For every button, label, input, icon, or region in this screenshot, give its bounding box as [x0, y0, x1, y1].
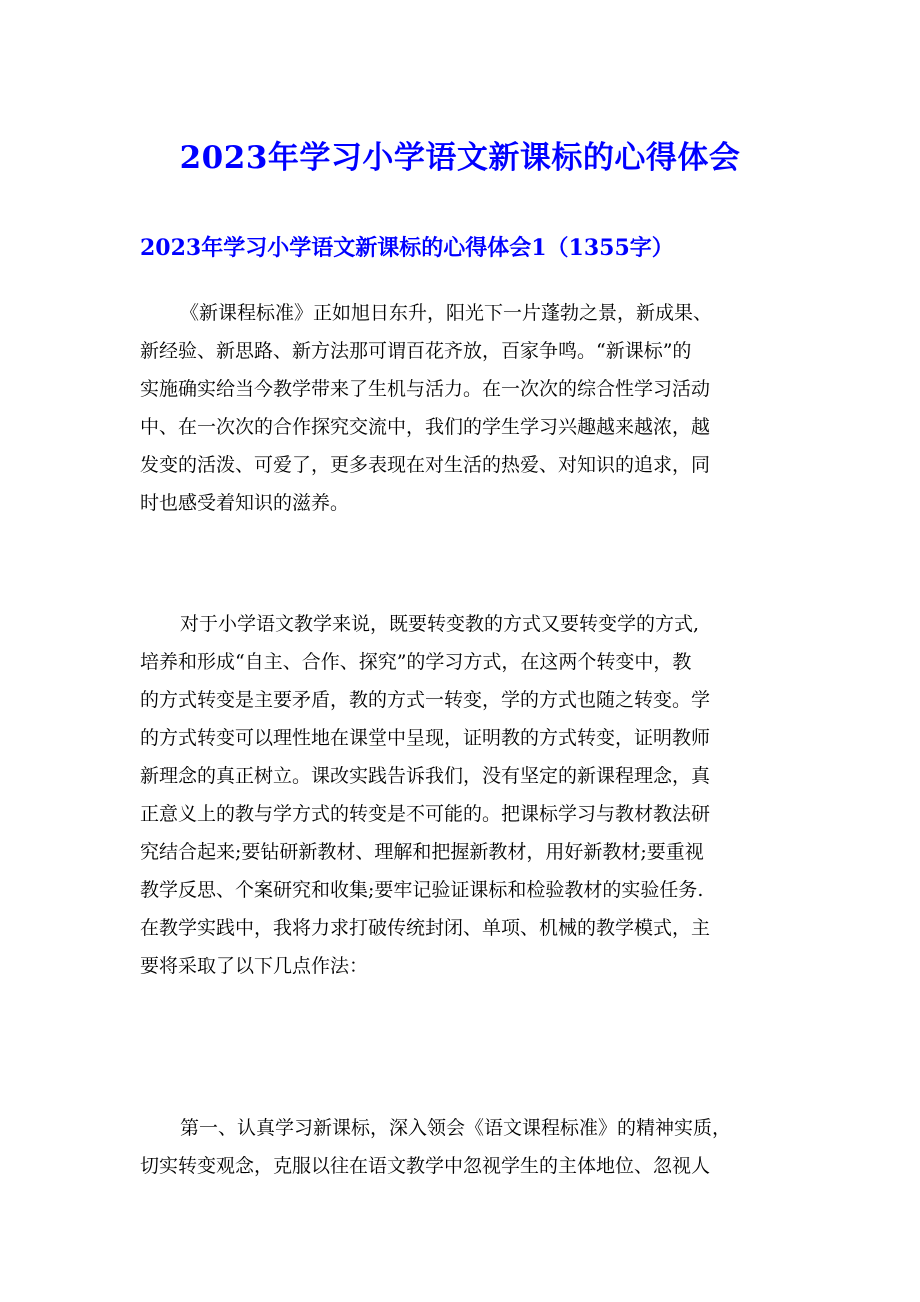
- section-heading: 2023年学习小学语文新课标的心得体会1（1355字）: [140, 235, 674, 261]
- paragraph-line: 培养和形成“自主、合作、探究”的学习方式，在这两个转变中，教: [140, 651, 692, 673]
- paragraph-line: 发变的活泼、可爱了，更多表现在对生活的热爱、对知识的追求，同: [140, 454, 711, 476]
- paragraph-line: 正意义上的教与学方式的转变是不可能的。把课标学习与教材教法研: [140, 803, 711, 825]
- paragraph-line: 要将采取了以下几点作法：: [140, 955, 369, 977]
- document-title: 2023年学习小学语文新课标的心得体会: [179, 140, 741, 176]
- paragraph-3: [140, 1109, 790, 1185]
- paragraph-line: 究结合起来;要钻研新教材、理解和把握新教材，用好新教材;要重视: [140, 841, 704, 863]
- paragraph-line: 实施确实给当今教学带来了生机与活力。在一次次的综合性学习活动: [140, 378, 711, 400]
- paragraph-line: 《新课程标准》正如旭日东升，阳光下一片蓬勃之景，新成果、: [180, 302, 713, 324]
- paragraph-line: 中、在一次次的合作探究交流中，我们的学生学习兴趣越来越浓，越: [140, 416, 711, 438]
- paragraph-line: 对于小学语文教学来说，既要转变教的方式又要转变学的方式,: [180, 613, 700, 635]
- paragraph-line: 在教学实践中，我将力求打破传统封闭、单项、机械的教学模式，主: [140, 917, 711, 939]
- paragraph-line: 第一、认真学习新课标，深入领会《语文课程标准》的精神实质，: [180, 1117, 732, 1139]
- paragraph-line: 的方式转变可以理性地在课堂中呈现，证明教的方式转变，证明教师: [140, 727, 711, 749]
- paragraph-line: 的方式转变是主要矛盾，教的方式一转变，学的方式也随之转变。学: [140, 689, 711, 711]
- paragraph-line: 新理念的真正树立。课改实践告诉我们，没有坚定的新课程理念，真: [140, 765, 711, 787]
- paragraph-2: [140, 605, 790, 985]
- paragraph-line: 切实转变观念，克服以往在语文教学中忽视学生的主体地位、忽视人: [140, 1155, 711, 1177]
- paragraph-line: 新经验、新思路、新方法那可谓百花齐放，百家争鸣。“新课标”的: [140, 340, 692, 362]
- paragraph-line: 时也感受着知识的滋养。: [140, 492, 350, 514]
- paragraph-1: [140, 294, 790, 522]
- paragraph-line: 教学反思、个案研究和收集;要牢记验证课标和检验教材的实验任务.: [140, 879, 704, 901]
